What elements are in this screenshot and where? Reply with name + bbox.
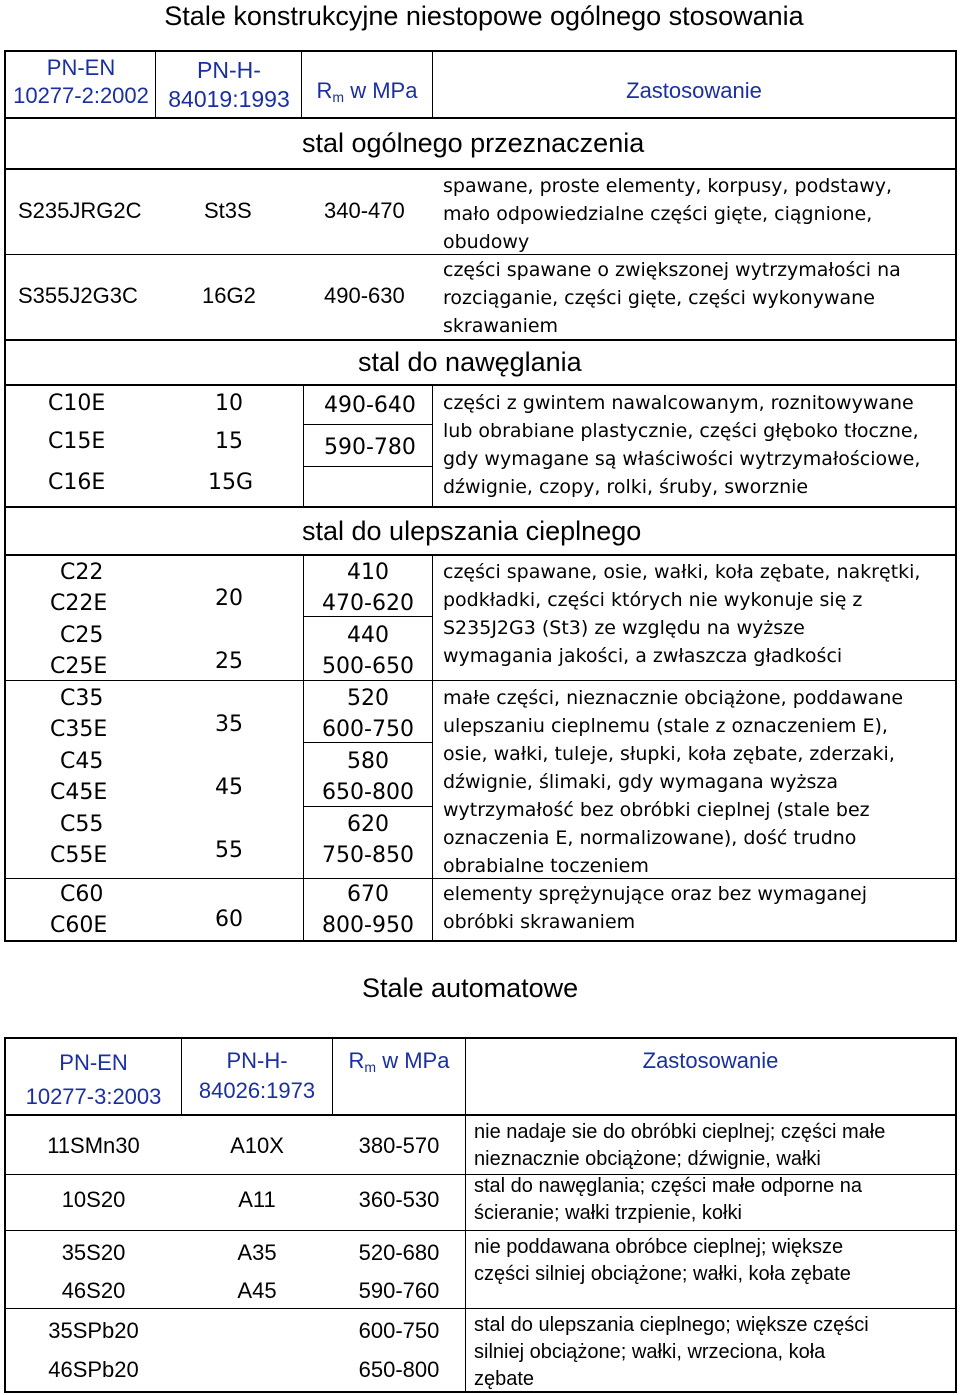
col-header-pn-h-line2: 84019:1993 [168,86,290,112]
t2-rm: 520-680 [358,1240,440,1265]
usage-line: zębate [474,1368,535,1390]
usage-line: części z gwintem nawalcowanym, roznitowywane [443,392,914,414]
col-header-pn-en-line1: PN-EN [46,55,116,80]
qt-rm: 650-800 [322,780,414,805]
row-general-2-usage [443,256,901,340]
usage-line: części spawane o zwiększonej wytrzymałości na [443,259,901,281]
rm-unit: w MPa [376,1048,450,1073]
usage-line: lub obrabiane plastycznie, części głęboko tłoczne, [443,420,919,442]
qt-rm: 800-950 [322,913,414,938]
rm-symbol: R [316,78,333,103]
row-general-1-rm: 340-470 [324,198,405,223]
qt-rm: 520 [347,686,389,711]
usage-line: gdy wymagane są właściwości wytrzymałościowe, [443,448,921,470]
qt-pn-en: C45E [50,780,108,805]
qt-rm: 600-750 [322,717,414,742]
qt-pn-en: C55 [60,812,104,837]
rm-symbol: R [348,1048,365,1073]
qt-rm: 470-620 [322,591,414,616]
t2-col-header-pn-en-line1: PN-EN [59,1050,128,1075]
t2-pn-h: A11 [238,1187,276,1212]
t2-pn-en: 10S20 [61,1187,126,1212]
usage-line: nieznacznie obciążone; dźwignie, wałki [474,1148,821,1170]
row-general-2-pn-h: 16G2 [202,283,256,308]
t2-usage-4 [474,1312,869,1393]
qt-rm: 750-850 [322,843,414,868]
col-header-pn-h [156,56,302,114]
qt-pn-en: C22E [50,591,108,616]
row-carb-1-rm: 490-640 [324,393,416,418]
qt-pn-h: 45 [215,775,243,800]
usage-line: spawane, proste elementy, korpusy, podstawy, [443,175,893,197]
qt-pn-en: C60 [60,882,104,907]
qt-pn-en: C45 [60,749,104,774]
col-header-pn-en-line2: 10277-2:2002 [13,83,149,108]
usage-line: dźwignie, czopy, rolki, śruby, sworznie [443,476,809,498]
usage-line: oznaczenia E, normalizowane), dość trudno [443,827,857,849]
qt-rm: 580 [347,749,389,774]
t2-col-header-pn-h-line1: PN-H- [226,1048,288,1073]
qt-pn-en: C25E [50,654,108,679]
qt-pn-h: 60 [215,907,243,932]
qt-pn-en: C35E [50,717,108,742]
row-carb-2-rm: 590-780 [324,435,416,460]
section-title-general: stal ogólnego przeznaczenia [302,128,645,158]
t2-pn-h: A35 [237,1240,277,1265]
usage-line: podkładki, części których nie wykonuje się z [443,589,863,611]
qt-pn-en: C35 [60,686,104,711]
t2-rm: 590-760 [358,1278,440,1303]
col-header-usage: Zastosowanie [626,78,762,103]
section-title-qt: stal do ulepszania cieplnego [302,516,642,546]
usage-line: obudowy [443,231,530,253]
row-carb-1-pn-en: C10E [48,391,106,416]
qt-usage-3 [443,880,867,936]
t2-rm: 650-800 [358,1357,440,1382]
qt-rm: 620 [347,812,389,837]
t2-rm: 380-570 [358,1133,440,1158]
rm-subscript: m [364,1059,377,1075]
row-general-1-pn-en: S235JRG2C [18,198,142,223]
t2-pn-en: 35S20 [61,1240,126,1265]
usage-line: ulepszaniu cieplnemu (stale z oznaczeniem E), [443,715,888,737]
row-carb-1-pn-h: 10 [215,391,243,416]
qt-pn-h: 20 [215,586,243,611]
t2-col-header-pn-en-line2: 10277-3:2003 [25,1084,162,1109]
usage-line: nie nadaje sie do obróbki cieplnej; części małe [474,1121,886,1143]
carb-usage [443,389,920,501]
t2-pn-h: A10X [230,1133,284,1158]
col-header-rm [302,78,432,105]
page-title: Stale konstrukcyjne niestopowe ogólnego stosowania [164,1,804,31]
usage-line: ścieranie; wałki trzpienie, kołki [474,1202,742,1224]
section-title-automat: Stale automatowe [362,973,579,1003]
usage-line: obrabialne toczeniem [443,855,649,877]
t2-pn-en: 11SMn30 [47,1133,140,1158]
row-carb-2-pn-h: 15 [215,429,243,454]
t2-pn-h: A45 [237,1278,277,1303]
t2-usage-1 [474,1119,885,1173]
usage-line: S235J2G3 (St3) ze względu na wyższe [443,617,805,639]
row-carb-3-pn-h: 15G [208,470,254,495]
usage-line: nie poddawana obróbce cieplnej; większe [474,1236,844,1258]
qt-rm: 500-650 [322,654,414,679]
t2-pn-en: 35SPb20 [48,1318,139,1343]
t2-col-header-pn-en [6,1046,181,1114]
t2-usage-2 [474,1173,862,1227]
usage-line: stal do nawęglania; części małe odporne na [474,1175,863,1197]
section-title-carb: stal do nawęglania [358,347,582,377]
qt-pn-h: 25 [215,649,243,674]
usage-line: silniej obciążone; wałki, wrzeciona, koła [474,1341,826,1363]
qt-usage-2 [443,684,903,880]
t2-col-header-pn-h-line2: 84026:1973 [198,1078,316,1103]
usage-line: rozciąganie, części gięte, części wykonywane [443,287,875,309]
usage-line: części silniej obciążone; wałki, koła zębate [474,1263,851,1285]
row-general-2-pn-en: S355J2G3C [18,283,138,308]
col-header-pn-en [6,54,156,110]
t2-col-header-pn-h [182,1046,332,1106]
t2-col-header-usage: Zastosowanie [642,1048,779,1073]
qt-pn-en: C22 [60,560,104,585]
qt-pn-h: 35 [215,712,243,737]
t2-pn-en: 46SPb20 [48,1357,139,1382]
usage-line: mało odpowiedzialne części gięte, ciągnione, [443,203,873,225]
qt-pn-en: C25 [60,623,104,648]
rm-unit: w MPa [344,78,418,103]
t2-rm: 600-750 [358,1318,440,1343]
qt-pn-h: 55 [215,838,243,863]
usage-line: wytrzymałość bez obróbki cieplnej (stale bez [443,799,870,821]
qt-rm: 440 [347,623,389,648]
row-general-1-usage [443,172,892,256]
usage-line: stal do ulepszania cieplnego; większe części [474,1314,869,1336]
t2-rm: 360-530 [358,1187,440,1212]
t2-pn-en: 46S20 [61,1278,126,1303]
qt-rm: 670 [347,882,389,907]
qt-pn-en: C60E [50,913,108,938]
row-carb-2-pn-en: C15E [48,429,106,454]
t2-col-header-rm [333,1048,465,1075]
qt-usage-1 [443,558,920,670]
qt-rm: 410 [347,560,389,585]
usage-line: elementy sprężynujące oraz bez wymaganej [443,883,867,905]
row-carb-3-pn-en: C16E [48,470,106,495]
col-header-pn-h-line1: PN-H- [197,57,261,83]
row-general-1-pn-h: St3S [204,198,252,223]
t2-usage-3 [474,1234,851,1288]
usage-line: wymagania jakości, a zwłaszcza gładkości [443,645,843,667]
usage-line: skrawaniem [443,315,559,337]
usage-line: małe części, nieznacznie obciążone, poddawane [443,687,904,709]
usage-line: dźwignie, ślimaki, gdy wymagana wyższa [443,771,839,793]
usage-line: obróbki skrawaniem [443,911,636,933]
usage-line: części spawane, osie, wałki, koła zębate, nakrętki, [443,561,921,583]
qt-pn-en: C55E [50,843,108,868]
row-general-2-rm: 490-630 [324,283,405,308]
rm-subscript: m [332,89,345,105]
usage-line: osie, wałki, tuleje, słupki, koła zębate, zderzaki, [443,743,895,765]
